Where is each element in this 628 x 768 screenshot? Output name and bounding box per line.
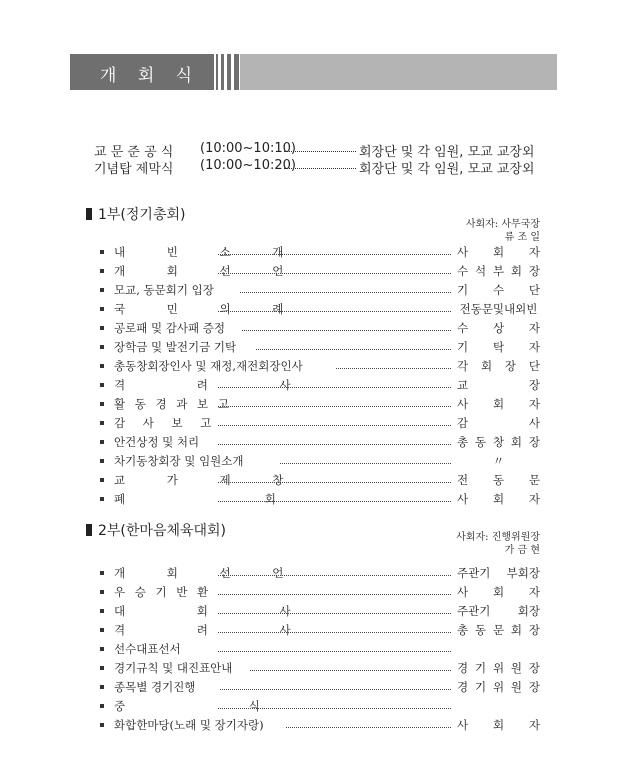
bullet-icon xyxy=(100,647,104,651)
leader-dots xyxy=(218,651,451,652)
program-row xyxy=(100,281,540,299)
leader-dots xyxy=(284,168,356,169)
bullet-icon xyxy=(100,459,104,463)
ceremony-time: (10:00~10:10) xyxy=(200,141,296,156)
bullet-icon xyxy=(100,269,104,273)
banner-stripes xyxy=(214,54,240,90)
leader-dots xyxy=(256,349,451,350)
leader-dots xyxy=(218,482,451,483)
program-presenter: 감 사 xyxy=(457,416,540,430)
program-presenter: 기 수 단 xyxy=(457,283,540,297)
program-presenter: 사 회 자 xyxy=(457,718,540,732)
leader-dots xyxy=(218,273,451,274)
program-row xyxy=(100,395,540,413)
bullet-icon xyxy=(100,440,104,444)
bullet-icon xyxy=(100,383,104,387)
leader-dots xyxy=(218,387,451,388)
leader-dots xyxy=(218,311,451,312)
program-item: 안건상정 및 처리 xyxy=(114,435,200,449)
leader-dots xyxy=(218,708,451,709)
program-presenter: 주관기 회장 xyxy=(457,604,540,618)
mc-role: 사회자: 사무국장 xyxy=(465,219,540,230)
program-presenter: 사 회 자 xyxy=(457,397,540,411)
program-presenter: 사 회 자 xyxy=(457,492,540,506)
banner-title: 개 회 식 xyxy=(100,66,201,86)
program-presenter: 경 기 위 원 장 xyxy=(457,661,540,675)
square-bullet-icon xyxy=(86,208,92,220)
program-item: 교 가 제 창 xyxy=(114,473,303,487)
program-row xyxy=(100,716,540,734)
program-row xyxy=(100,262,540,280)
program-row xyxy=(100,564,540,582)
program-item: 개 회 선 언 xyxy=(114,264,303,278)
program-item: 감 사 보 고 xyxy=(114,416,219,430)
bullet-icon xyxy=(100,590,104,594)
leader-dots xyxy=(242,330,451,331)
program-row xyxy=(100,621,540,639)
bullet-icon xyxy=(100,364,104,368)
ceremony-attendees: 회장단 및 각 임원, 모교 교장외 xyxy=(359,145,535,160)
bullet-icon xyxy=(100,288,104,292)
program-row xyxy=(100,243,540,261)
program-presenter: 수 석 부 회 장 xyxy=(457,264,540,278)
part1-heading xyxy=(86,204,185,224)
leader-dots xyxy=(218,613,451,614)
bullet-icon xyxy=(100,609,104,613)
bullet-icon xyxy=(100,421,104,425)
program-presenter: 전동문및내외빈 xyxy=(459,302,538,316)
program-row xyxy=(100,433,540,451)
program-item: 종목별 경기진행 xyxy=(114,680,196,694)
program-row xyxy=(100,414,540,432)
program-row xyxy=(100,319,540,337)
bullet-icon xyxy=(100,402,104,406)
leader-dots xyxy=(336,368,451,369)
banner-light-block xyxy=(240,54,557,90)
program-row xyxy=(100,583,540,601)
program-item: 대 회 사 xyxy=(114,604,325,618)
mc-name: 류 조 일 xyxy=(504,232,540,243)
program-presenter: 사 회 자 xyxy=(457,245,540,259)
program-item: 우 승 기 반 환 xyxy=(114,585,212,599)
bullet-icon xyxy=(100,723,104,727)
program-presenter: 기 탁 자 xyxy=(457,340,540,354)
leader-dots xyxy=(220,689,451,690)
ceremony-time: (10:00~10:20) xyxy=(200,158,296,173)
ceremony-name: 기념탑 제막식 xyxy=(94,162,174,177)
program-item: 폐 회 xyxy=(114,492,344,506)
bullet-icon xyxy=(100,628,104,632)
leader-dots xyxy=(218,594,451,595)
bullet-icon xyxy=(100,478,104,482)
ceremony-attendees: 회장단 및 각 임원, 모교 교장외 xyxy=(359,162,535,177)
leader-dots xyxy=(284,151,356,152)
leader-dots xyxy=(218,254,451,255)
program-presenter: 경 기 위 원 장 xyxy=(457,680,540,694)
mc-role: 사회자: 진행위원장 xyxy=(456,532,540,543)
program-item: 총동창회장인사 및 재정,재전회장인사 xyxy=(114,359,303,373)
program-item: 차기동창회장 및 임원소개 xyxy=(114,454,244,468)
leader-dots xyxy=(218,575,451,576)
program-row xyxy=(100,640,540,658)
leader-dots xyxy=(218,425,451,426)
ceremony-name: 교 문 준 공 식 xyxy=(94,145,174,160)
program-presenter: 총 동 창 회 장 xyxy=(457,435,540,449)
leader-dots xyxy=(286,727,451,728)
program-item: 장학금 및 발전기금 기탁 xyxy=(114,340,237,354)
leader-dots xyxy=(218,444,451,445)
program-item: 내 빈 소 개 xyxy=(114,245,303,259)
square-bullet-icon xyxy=(86,524,92,536)
part2-heading xyxy=(86,520,226,540)
leader-dots xyxy=(218,632,451,633)
leader-dots xyxy=(218,501,451,502)
part1-mc xyxy=(466,218,540,244)
bullet-icon xyxy=(100,250,104,254)
bullet-icon xyxy=(100,326,104,330)
bullet-icon xyxy=(100,571,104,575)
program-item: 활 동 경 과 보 고 xyxy=(114,397,232,411)
bullet-icon xyxy=(100,704,104,708)
bullet-icon xyxy=(100,497,104,501)
program-item: 경기규칙 및 대진표안내 xyxy=(114,661,233,675)
program-row xyxy=(100,490,540,508)
program-item: 화합한마당(노래 및 장기자랑) xyxy=(114,718,264,732)
program-item: 선수대표선서 xyxy=(114,642,181,656)
program-item: 중 식 xyxy=(114,699,320,713)
program-item: 개 회 선 언 xyxy=(114,566,303,580)
program-presenter: 〃 xyxy=(492,454,505,468)
bullet-icon xyxy=(100,307,104,311)
program-presenter: 전 동 문 xyxy=(457,473,540,487)
program-row xyxy=(100,376,540,394)
program-presenter: 교 장 xyxy=(457,378,540,392)
program-item: 격 려 사 xyxy=(114,623,325,637)
program-row xyxy=(100,300,540,318)
bullet-icon xyxy=(100,666,104,670)
program-row xyxy=(100,602,540,620)
program-presenter: 총 동 문 회 장 xyxy=(457,623,540,637)
leader-dots xyxy=(240,292,451,293)
ceremony-line xyxy=(94,141,554,159)
leader-dots xyxy=(250,670,451,671)
program-presenter: 각 회 장 단 xyxy=(457,359,540,373)
program-item: 공로패 및 감사패 증정 xyxy=(114,321,225,335)
leader-dots xyxy=(218,406,451,407)
program-presenter: 수 상 자 xyxy=(457,321,540,335)
program-row xyxy=(100,697,540,715)
mc-name: 가 금 현 xyxy=(504,545,540,556)
program-row xyxy=(100,659,540,677)
bullet-icon xyxy=(100,685,104,689)
leader-dots xyxy=(280,463,451,464)
program-presenter: 주관기 부회장 xyxy=(457,566,540,580)
part2-title: 2부(한마음체육대회) xyxy=(98,523,227,539)
ceremony-line xyxy=(94,158,554,176)
section-banner xyxy=(70,54,557,90)
part1-title: 1부(정기총회) xyxy=(98,207,186,223)
program-item: 모교, 동문회기 입장 xyxy=(114,283,214,297)
program-row xyxy=(100,338,540,356)
program-item: 국 민 의 례 xyxy=(114,302,303,316)
part2-mc xyxy=(456,531,540,557)
program-row xyxy=(100,357,540,375)
program-row xyxy=(100,471,540,489)
program-row xyxy=(100,452,540,470)
program-presenter: 사 회 자 xyxy=(457,585,540,599)
program-item: 격 려 사 xyxy=(114,378,325,392)
bullet-icon xyxy=(100,345,104,349)
program-row xyxy=(100,678,540,696)
